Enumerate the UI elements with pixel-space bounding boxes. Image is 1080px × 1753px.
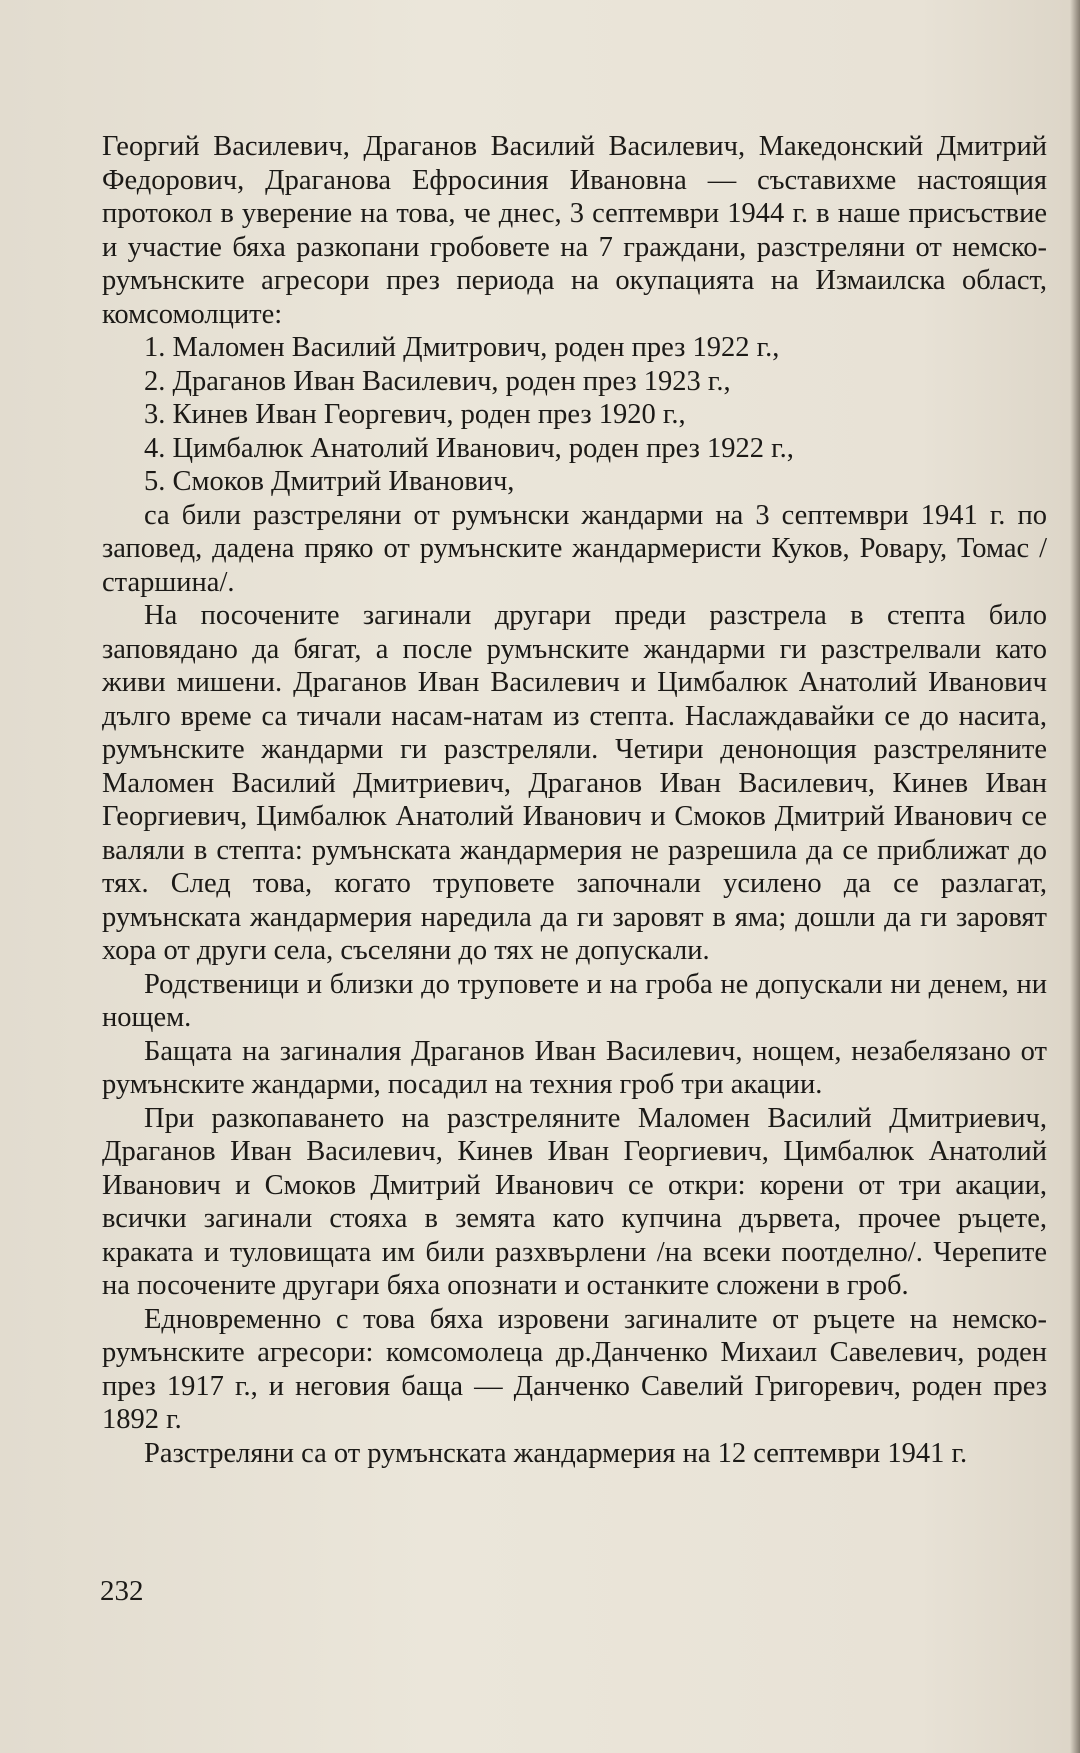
paragraph-shot-by-gendarmes: са били разстреляни от румънски жандарми на 3 септември 1941 г. по заповед, дадена пряко от румънските жандармеристи Куков, Ровару, Томас /старшина/. bbox=[102, 499, 1047, 598]
page-edge-shadow bbox=[1070, 0, 1080, 1753]
paragraph-protocol-intro: Георгий Василевич, Драганов Василий Василевич, Македонский Дмитрий Федорович, Драганова Ефросиния Ивановна — съставихме настоящия протокол в уверение на това, че днес, 3 септември 1944 г. в наше присъствие и участие бяха разкопани гробовете на 7 граждани, разстреляни от немско-румънските агресори през периода на окупацията на Измаилска област, комсомолците: bbox=[102, 131, 1047, 330]
paragraph-father-acacias: Бащата на загиналия Драганов Иван Василевич, нощем, незабелязано от румънските жандарми, посадил на техния гроб три акации. bbox=[102, 1035, 1047, 1100]
list-item-5: 5. Смоков Дмитрий Иванович, bbox=[144, 466, 515, 497]
page-number: 232 bbox=[100, 1575, 144, 1607]
paragraph-execution-description: На посочените загинали другари преди разстрела в степта било заповядано да бягат, а после румънските жандарми ги разстрелвали като живи мишени. Драганов Иван Василевич и Цимбалюк Анатолий Иванович дълго време са тичали насам-натам из степта. Наслаждавайки се до насита, румънските жандарми ги разстреляли. Четири денонощия разстреляните Маломен Василий Дмитриевич, Драганов Иван Василевич, Кинев Иван Георгиевич, Цимбалюк Анатолий Иванович и Смоков Дмитрий Иванович се валяли в степта: румънската жандармерия не разрешила да се приближат до тях. След това, когато труповете започнали усилено да се разлагат, румънската жандармерия наредила да ги заровят в яма; дошли да ги заровят хора от други села, съселяни до тях не допускали. bbox=[102, 600, 1047, 966]
paragraph-shot-1941: Разстреляни са от румънската жандармерия на 12 септември 1941 г. bbox=[144, 1437, 968, 1469]
list-item-4: 4. Цимбалюк Анатолий Иванович, роден през 1922 г., bbox=[144, 432, 794, 464]
list-item-2: 2. Драганов Иван Василевич, роден през 1923 г., bbox=[144, 365, 731, 397]
list-item-3: 3. Кинев Иван Георгевич, роден през 1920 г., bbox=[144, 399, 686, 430]
paragraph-excavation-findings: При разкопаването на разстреляните Маломен Василий Дмитриевич, Драганов Иван Василевич, Кинев Иван Георгиевич, Цимбалюк Анатолий Иванович и Смоков Дмитрий Иванович се откри: корени от три акации, всички загинали стояха в земята като купчина дървета, прочее ръцете, краката и туловищата им били разхвърлени /на всеки поотделно/. Черепите на посочените другари бяха опознати и останките сложени в гроб. bbox=[102, 1102, 1047, 1301]
list-item-1: 1. Маломен Василий Дмитрович, роден през 1922 г., bbox=[144, 332, 780, 363]
page-body-text bbox=[102, 130, 1047, 1470]
paragraph-danchenko: Едновременно с това бяха изровени загиналите от ръцете на немско-румънските агресори: комсомолеца др.Данченко Михаил Савелевич, роден през 1917 г., и неговия баща — Данченко Савелий Григоревич, роден през 1892 г. bbox=[102, 1303, 1047, 1435]
paragraph-relatives-denied: Родственици и близки до труповете и на гроба не допускали ни денем, ни нощем. bbox=[102, 968, 1047, 1033]
